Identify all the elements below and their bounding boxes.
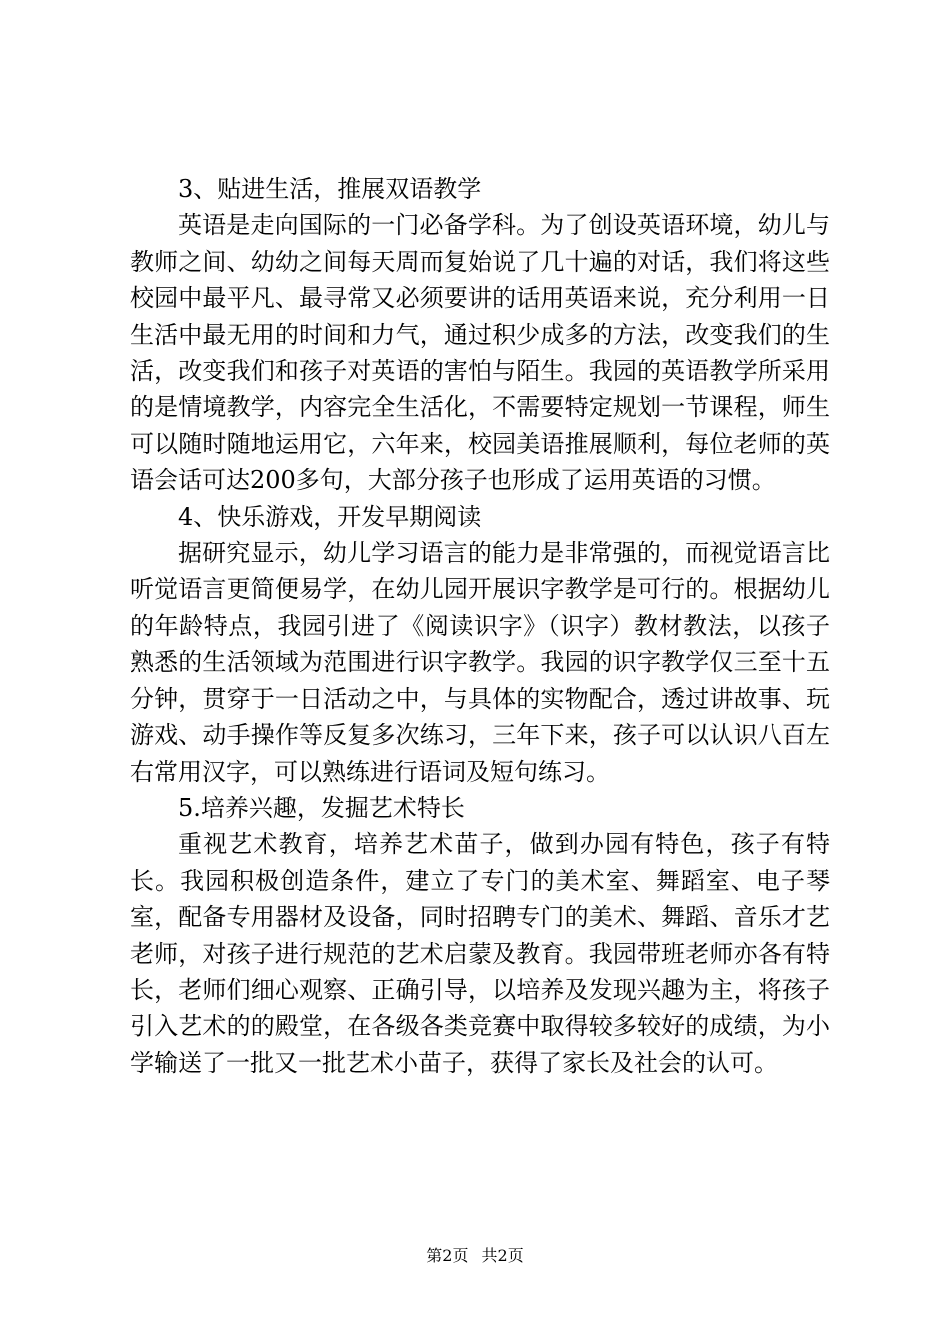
section-paragraph-5: 重视艺术教育，培养艺术苗子，做到办园有特色，孩子有特长。我园积极创造条件，建立了专门的美术室、舞蹈室、电子琴室，配备专用器材及设备，同时招聘专门的美术、舞蹈、音乐才艺老师，对孩子进行规范的艺术启蒙及教育。我园带班老师亦各有特长，老师们细心观察、正确引导，以培养及发现兴趣为主，将孩子引入艺术的的殿堂，在各级各类竞赛中取得较多较好的成绩，为小学输送了一批又一批艺术小苗子，获得了家长及社会的认可。 (130, 830, 830, 1077)
section-heading-4: 4、快乐游戏，开发早期阅读 (178, 502, 482, 531)
document-body (130, 171, 830, 1081)
section-heading-5: 5.培养兴趣，发掘艺术特长 (178, 793, 465, 822)
section-paragraph-4: 据研究显示，幼儿学习语言的能力是非常强的，而视觉语言比听觉语言更简便易学，在幼儿园开展识字教学是可行的。根据幼儿的年龄特点，我园引进了《阅读识字》（识字）教材教法，以孩子熟悉的生活领域为范围进行识字教学。我园的识字教学仅三至十五分钟，贯穿于一日活动之中，与具体的实物配合，透过讲故事、玩游戏、动手操作等反复多次练习，三年下来，孩子可以认识八百左右常用汉字，可以熟练进行语词及短句练习。 (130, 539, 830, 786)
section-paragraph-3: 英语是走向国际的一门必备学科。为了创设英语环境，幼儿与教师之间、幼幼之间每天周而复始说了几十遍的对话，我们将这些校园中最平凡、最寻常又必须要讲的话用英语来说，充分利用一日生活中最无用的时间和力气，通过积少成多的方法，改变我们的生活，改变我们和孩子对英语的害怕与陌生。我园的英语教学所采用的是情境教学，内容完全生活化，不需要特定规划一节课程，师生可以随时随地运用它，六年来，校园美语推展顺利，每位老师的英语会话可达200多句，大部分孩子也形成了运用英语的习惯。 (130, 211, 830, 495)
page-number-current: 第2页 (426, 1246, 469, 1265)
page-number-total: 共2页 (481, 1246, 524, 1265)
section-heading-3: 3、贴进生活，推展双语教学 (178, 175, 482, 203)
page-footer (0, 1245, 950, 1267)
